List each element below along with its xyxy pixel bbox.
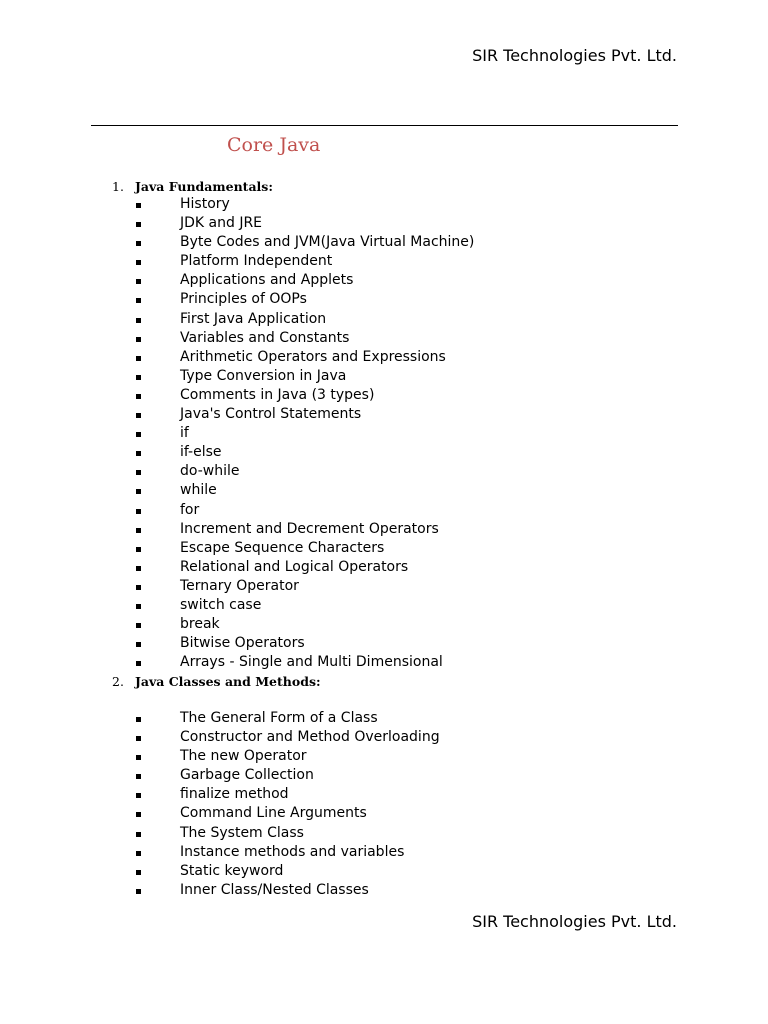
square-bullet-icon [136, 585, 141, 590]
square-bullet-icon [136, 470, 141, 475]
list-item-text: do-while [180, 463, 240, 480]
list-item-text: switch case [180, 596, 262, 613]
list-item-text: Inner Class/Nested Classes [180, 881, 369, 898]
list-item-text: Comments in Java (3 types) [180, 386, 375, 403]
list-item-text: Instance methods and variables [180, 843, 405, 860]
square-bullet-icon [136, 394, 141, 399]
square-bullet-icon [136, 356, 141, 361]
square-bullet-icon [136, 279, 141, 284]
square-bullet-icon [136, 889, 141, 894]
list-item-text: Arithmetic Operators and Expressions [180, 348, 446, 365]
square-bullet-icon [136, 432, 141, 437]
square-bullet-icon [136, 623, 141, 628]
list-item-text: Java's Control Statements [180, 406, 362, 423]
square-bullet-icon [136, 509, 141, 514]
list-item-text: Ternary Operator [180, 577, 299, 594]
list-item-text: finalize method [180, 786, 289, 803]
square-bullet-icon [136, 451, 141, 456]
list-item-text: Bitwise Operators [180, 635, 305, 652]
footer-company-name: SIR Technologies Pvt. Ltd. [472, 912, 677, 931]
document-title: Core Java [227, 134, 321, 156]
square-bullet-icon [136, 832, 141, 837]
list-item-text: First Java Application [180, 310, 327, 327]
square-bullet-icon [136, 337, 141, 342]
list-item-text: Applications and Applets [180, 272, 354, 289]
list-item-text: while [180, 482, 217, 499]
list-item-text: if-else [180, 444, 222, 461]
list-item-text: Byte Codes and JVM(Java Virtual Machine) [180, 234, 475, 251]
list-item-text: Principles of OOPs [180, 291, 307, 308]
list-item-text: if [180, 425, 189, 442]
square-bullet-icon [136, 812, 141, 817]
square-bullet-icon [136, 604, 141, 609]
square-bullet-icon [136, 755, 141, 760]
square-bullet-icon [136, 318, 141, 323]
square-bullet-icon [136, 203, 141, 208]
section-heading-1 [112, 179, 273, 194]
square-bullet-icon [136, 774, 141, 779]
list-item-text: Constructor and Method Overloading [180, 729, 440, 746]
list-item-text: The General Form of a Class [180, 710, 378, 726]
section-label: Java Classes and Methods: [135, 674, 321, 689]
square-bullet-icon [136, 489, 141, 494]
section-number: 2. [112, 674, 124, 689]
list-item-text: Static keyword [180, 862, 284, 879]
list-item-text: for [180, 501, 200, 518]
header-company-name: SIR Technologies Pvt. Ltd. [472, 46, 677, 65]
square-bullet-icon [136, 661, 141, 666]
section-number: 1. [112, 179, 124, 194]
section-label: Java Fundamentals: [135, 179, 273, 194]
square-bullet-icon [136, 413, 141, 418]
list-item-text: Platform Independent [180, 253, 333, 270]
list-item-text: Escape Sequence Characters [180, 539, 385, 556]
square-bullet-icon [136, 870, 141, 875]
square-bullet-icon [136, 528, 141, 533]
list-item-text: JDK and JRE [180, 215, 263, 232]
list-item-text: Arrays - Single and Multi Dimensional [180, 654, 443, 671]
list-item-text: Garbage Collection [180, 767, 314, 784]
list-item-text: Type Conversion in Java [180, 367, 347, 384]
list-item-text: History [180, 196, 230, 212]
square-bullet-icon [136, 222, 141, 227]
square-bullet-icon [136, 793, 141, 798]
square-bullet-icon [136, 717, 141, 722]
square-bullet-icon [136, 375, 141, 380]
square-bullet-icon [136, 260, 141, 265]
square-bullet-icon [136, 547, 141, 552]
square-bullet-icon [136, 298, 141, 303]
list-item-text: break [180, 616, 220, 633]
square-bullet-icon [136, 851, 141, 856]
square-bullet-icon [136, 566, 141, 571]
list-item-text: The new Operator [180, 748, 307, 765]
list-item-text: Increment and Decrement Operators [180, 520, 439, 537]
header-divider [91, 125, 678, 126]
square-bullet-icon [136, 736, 141, 741]
list-item-text: The System Class [180, 824, 304, 841]
list-item-text: Command Line Arguments [180, 805, 367, 822]
section-heading-2 [112, 674, 321, 689]
square-bullet-icon [136, 642, 141, 647]
list-item-text: Relational and Logical Operators [180, 558, 409, 575]
square-bullet-icon [136, 241, 141, 246]
list-item-text: Variables and Constants [180, 329, 350, 346]
